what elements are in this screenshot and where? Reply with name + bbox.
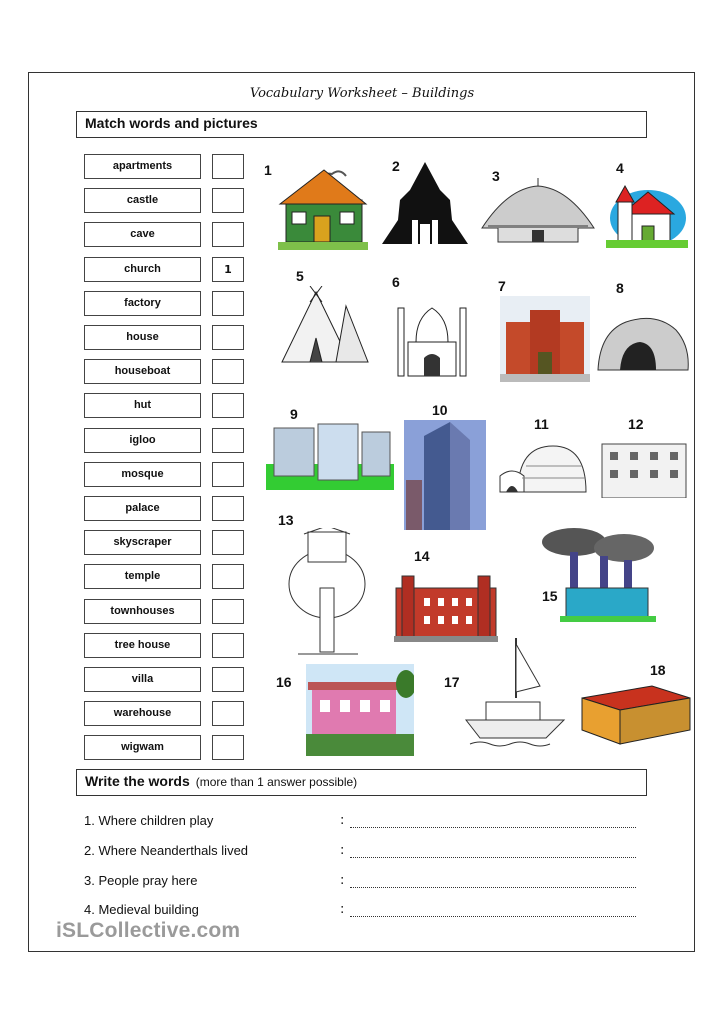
question-colon: : <box>340 873 345 888</box>
word-box: igloo <box>84 428 201 453</box>
picture-number: 10 <box>432 402 448 418</box>
answer-box[interactable] <box>212 222 244 247</box>
word-box: wigwam <box>84 735 201 760</box>
answer-box[interactable] <box>212 154 244 179</box>
picture-number: 14 <box>414 548 430 564</box>
answer-box[interactable] <box>212 188 244 213</box>
villa-picture <box>306 664 414 756</box>
word-box: cave <box>84 222 201 247</box>
answer-box[interactable] <box>212 496 244 521</box>
question-text: 1. Where children play <box>84 813 214 828</box>
word-box: apartments <box>84 154 201 179</box>
picture-number: 7 <box>498 278 506 294</box>
cave-picture <box>596 312 690 372</box>
skyscraper-picture <box>404 420 486 530</box>
factory-picture <box>540 526 658 624</box>
picture-number: 9 <box>290 406 298 422</box>
answer-box[interactable] <box>212 462 244 487</box>
picture-number: 3 <box>492 168 500 184</box>
word-box: temple <box>84 564 201 589</box>
picture-number: 11 <box>534 416 549 432</box>
wigwam-picture <box>276 286 370 366</box>
mosque-picture <box>394 294 470 378</box>
brand-watermark: iSLCollective.com <box>56 919 241 942</box>
answer-box[interactable] <box>212 633 244 658</box>
question-colon: : <box>340 813 345 828</box>
picture-number: 13 <box>278 512 294 528</box>
word-box: villa <box>84 667 201 692</box>
house-picture <box>278 160 368 252</box>
worksheet-title: Vocabulary Worksheet – Buildings <box>249 86 475 101</box>
tree-house-picture <box>286 528 368 656</box>
answer-box[interactable] <box>212 667 244 692</box>
palace-picture <box>500 296 590 382</box>
picture-number: 18 <box>650 662 666 678</box>
picture-number: 2 <box>392 158 400 174</box>
word-box: church <box>84 257 201 282</box>
houseboat-picture <box>460 636 570 752</box>
answer-box[interactable] <box>212 291 244 316</box>
answer-box[interactable] <box>212 564 244 589</box>
question-text: 4. Medieval building <box>84 902 199 917</box>
word-box: tree house <box>84 633 201 658</box>
word-box: mosque <box>84 462 201 487</box>
word-box: skyscraper <box>84 530 201 555</box>
answer-box[interactable] <box>212 428 244 453</box>
church-picture <box>606 172 688 248</box>
picture-number: 4 <box>616 160 624 176</box>
question-colon: : <box>340 902 345 917</box>
castle-picture <box>394 572 498 642</box>
answer-box[interactable] <box>212 735 244 760</box>
picture-number: 15 <box>542 588 558 604</box>
picture-number: 5 <box>296 268 304 284</box>
apartments-picture <box>266 420 394 490</box>
answer-box[interactable]: 1 <box>212 257 244 282</box>
answer-line[interactable] <box>350 906 636 917</box>
question-text: 3. People pray here <box>84 873 198 888</box>
word-box: townhouses <box>84 599 201 624</box>
picture-number: 12 <box>628 416 644 432</box>
townhouses-picture <box>600 436 688 498</box>
picture-number: 1 <box>264 162 272 178</box>
question-colon: : <box>340 843 345 858</box>
word-box: houseboat <box>84 359 201 384</box>
question-text: 2. Where Neanderthals lived <box>84 843 249 858</box>
picture-number: 6 <box>392 274 400 290</box>
answer-box[interactable] <box>212 359 244 384</box>
igloo-picture <box>498 442 588 494</box>
word-box: house <box>84 325 201 350</box>
word-box: warehouse <box>84 701 201 726</box>
answer-box[interactable] <box>212 701 244 726</box>
picture-number: 8 <box>616 280 624 296</box>
match-section-heading: Match words and pictures <box>76 111 647 138</box>
write-heading-note: (more than 1 answer possible) <box>195 775 358 789</box>
warehouse-picture <box>580 684 692 746</box>
word-box: palace <box>84 496 201 521</box>
word-box: castle <box>84 188 201 213</box>
word-box: factory <box>84 291 201 316</box>
answer-box[interactable] <box>212 599 244 624</box>
write-section-heading <box>76 769 647 796</box>
answer-line[interactable] <box>350 847 636 858</box>
word-box: hut <box>84 393 201 418</box>
picture-number: 16 <box>276 674 292 690</box>
answer-box[interactable] <box>212 325 244 350</box>
write-heading-text: Write the words <box>85 773 190 789</box>
answer-line[interactable] <box>350 877 636 888</box>
answer-box[interactable] <box>212 393 244 418</box>
hut-picture <box>478 178 600 246</box>
answer-box[interactable] <box>212 530 244 555</box>
answer-line[interactable] <box>350 817 636 828</box>
picture-number: 17 <box>444 674 460 690</box>
